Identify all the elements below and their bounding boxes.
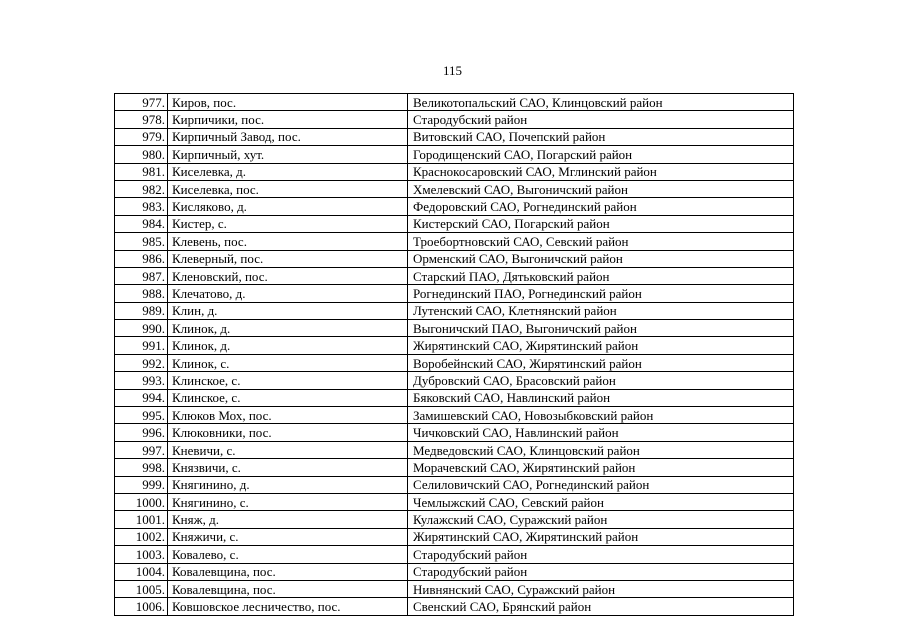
- row-number: 977.: [115, 94, 168, 111]
- table-row: [115, 493, 794, 510]
- district-name: Жирятинский САО, Жирятинский район: [408, 337, 794, 354]
- settlement-name: Кисляково, д.: [168, 198, 408, 215]
- district-name: Стародубский район: [408, 111, 794, 128]
- district-name: Хмелевский САО, Выгоничский район: [408, 180, 794, 197]
- row-number: 990.: [115, 320, 168, 337]
- row-number: 994.: [115, 389, 168, 406]
- row-number: 991.: [115, 337, 168, 354]
- district-name: Витовский САО, Почепский район: [408, 128, 794, 145]
- row-number: 982.: [115, 180, 168, 197]
- row-number: 1005.: [115, 580, 168, 597]
- table-row: [115, 563, 794, 580]
- settlement-name: Ковалево, с.: [168, 546, 408, 563]
- table-row: [115, 163, 794, 180]
- row-number: 998.: [115, 459, 168, 476]
- settlement-name: Кирпичный, хут.: [168, 146, 408, 163]
- settlement-name: Ковалевщина, пос.: [168, 563, 408, 580]
- row-number: 981.: [115, 163, 168, 180]
- table-row: [115, 476, 794, 493]
- settlement-name: Кистер, с.: [168, 215, 408, 232]
- table-row: [115, 459, 794, 476]
- settlement-name: Клевень, пос.: [168, 233, 408, 250]
- district-name: Чемлыжский САО, Севский район: [408, 493, 794, 510]
- settlement-name: Княгинино, д.: [168, 476, 408, 493]
- row-number: 979.: [115, 128, 168, 145]
- row-number: 1003.: [115, 546, 168, 563]
- settlement-name: Киселевка, д.: [168, 163, 408, 180]
- row-number: 980.: [115, 146, 168, 163]
- settlement-name: Клинок, д.: [168, 337, 408, 354]
- table-row: [115, 598, 794, 615]
- settlement-name: Кленовский, пос.: [168, 267, 408, 284]
- row-number: 987.: [115, 267, 168, 284]
- row-number: 978.: [115, 111, 168, 128]
- table-row: [115, 302, 794, 319]
- row-number: 1002.: [115, 528, 168, 545]
- row-number: 996.: [115, 424, 168, 441]
- district-name: Морачевский САО, Жирятинский район: [408, 459, 794, 476]
- table-row: [115, 320, 794, 337]
- row-number: 989.: [115, 302, 168, 319]
- settlement-name: Клинок, д.: [168, 320, 408, 337]
- district-name: Старский ПАО, Дятьковский район: [408, 267, 794, 284]
- settlement-name: Клюков Мох, пос.: [168, 407, 408, 424]
- table-row: [115, 146, 794, 163]
- district-name: Лутенский САО, Клетнянский район: [408, 302, 794, 319]
- table-row: [115, 111, 794, 128]
- settlement-name: Клинское, с.: [168, 372, 408, 389]
- settlement-name: Клечатово, д.: [168, 285, 408, 302]
- settlement-name: Кирпичный Завод, пос.: [168, 128, 408, 145]
- district-name: Медведовский САО, Клинцовский район: [408, 441, 794, 458]
- row-number: 1000.: [115, 493, 168, 510]
- district-name: Воробейнский САО, Жирятинский район: [408, 354, 794, 371]
- table-body: [115, 94, 794, 616]
- district-name: Орменский САО, Выгоничский район: [408, 250, 794, 267]
- district-name: Замишевский САО, Новозыбковский район: [408, 407, 794, 424]
- district-name: Нивнянский САО, Суражский район: [408, 580, 794, 597]
- district-name: Стародубский район: [408, 563, 794, 580]
- table-row: [115, 424, 794, 441]
- table-row: [115, 198, 794, 215]
- row-number: 985.: [115, 233, 168, 250]
- settlement-name: Киров, пос.: [168, 94, 408, 111]
- row-number: 988.: [115, 285, 168, 302]
- row-number: 993.: [115, 372, 168, 389]
- settlement-name: Княж, д.: [168, 511, 408, 528]
- row-number: 1001.: [115, 511, 168, 528]
- row-number: 997.: [115, 441, 168, 458]
- district-name: Стародубский район: [408, 546, 794, 563]
- district-name: Городищенский САО, Погарский район: [408, 146, 794, 163]
- district-name: Троебортновский САО, Севский район: [408, 233, 794, 250]
- table-row: [115, 546, 794, 563]
- table-row: [115, 337, 794, 354]
- row-number: 1004.: [115, 563, 168, 580]
- district-name: Кулажский САО, Суражский район: [408, 511, 794, 528]
- table-row: [115, 285, 794, 302]
- table-row: [115, 511, 794, 528]
- table-row: [115, 267, 794, 284]
- settlement-name: Кневичи, с.: [168, 441, 408, 458]
- district-name: Бяковский САО, Навлинский район: [408, 389, 794, 406]
- settlement-name: Клинок, с.: [168, 354, 408, 371]
- row-number: 984.: [115, 215, 168, 232]
- table-row: [115, 128, 794, 145]
- district-name: Чичковский САО, Навлинский район: [408, 424, 794, 441]
- row-number: 1006.: [115, 598, 168, 615]
- district-name: Кистерский САО, Погарский район: [408, 215, 794, 232]
- district-name: Свенский САО, Брянский район: [408, 598, 794, 615]
- table-row: [115, 407, 794, 424]
- settlement-name: Клин, д.: [168, 302, 408, 319]
- district-name: Селиловичский САО, Рогнединский район: [408, 476, 794, 493]
- row-number: 999.: [115, 476, 168, 493]
- district-name: Жирятинский САО, Жирятинский район: [408, 528, 794, 545]
- row-number: 986.: [115, 250, 168, 267]
- settlement-name: Клинское, с.: [168, 389, 408, 406]
- settlement-name: Киселевка, пос.: [168, 180, 408, 197]
- row-number: 995.: [115, 407, 168, 424]
- settlement-name: Ковалевщина, пос.: [168, 580, 408, 597]
- settlement-name: Князвичи, с.: [168, 459, 408, 476]
- table-row: [115, 528, 794, 545]
- settlement-name: Клеверный, пос.: [168, 250, 408, 267]
- table-row: [115, 94, 794, 111]
- settlement-name: Кирпичики, пос.: [168, 111, 408, 128]
- district-name: Дубровский САО, Брасовский район: [408, 372, 794, 389]
- district-name: Федоровский САО, Рогнединский район: [408, 198, 794, 215]
- district-name: Краснокосаровский САО, Мглинский район: [408, 163, 794, 180]
- district-name: Рогнединский ПАО, Рогнединский район: [408, 285, 794, 302]
- table-row: [115, 372, 794, 389]
- district-name: Великотопальский САО, Клинцовский район: [408, 94, 794, 111]
- settlement-name: Клюковники, пос.: [168, 424, 408, 441]
- table-row: [115, 580, 794, 597]
- row-number: 992.: [115, 354, 168, 371]
- settlement-name: Ковшовское лесничество, пос.: [168, 598, 408, 615]
- settlements-table: [114, 93, 794, 616]
- table-row: [115, 389, 794, 406]
- table-row: [115, 441, 794, 458]
- row-number: 983.: [115, 198, 168, 215]
- table-row: [115, 215, 794, 232]
- page-number: 115: [442, 63, 463, 78]
- table-row: [115, 180, 794, 197]
- table-row: [115, 233, 794, 250]
- settlement-name: Княгинино, с.: [168, 493, 408, 510]
- settlement-name: Княжичи, с.: [168, 528, 408, 545]
- table-row: [115, 354, 794, 371]
- table-row: [115, 250, 794, 267]
- district-name: Выгоничский ПАО, Выгоничский район: [408, 320, 794, 337]
